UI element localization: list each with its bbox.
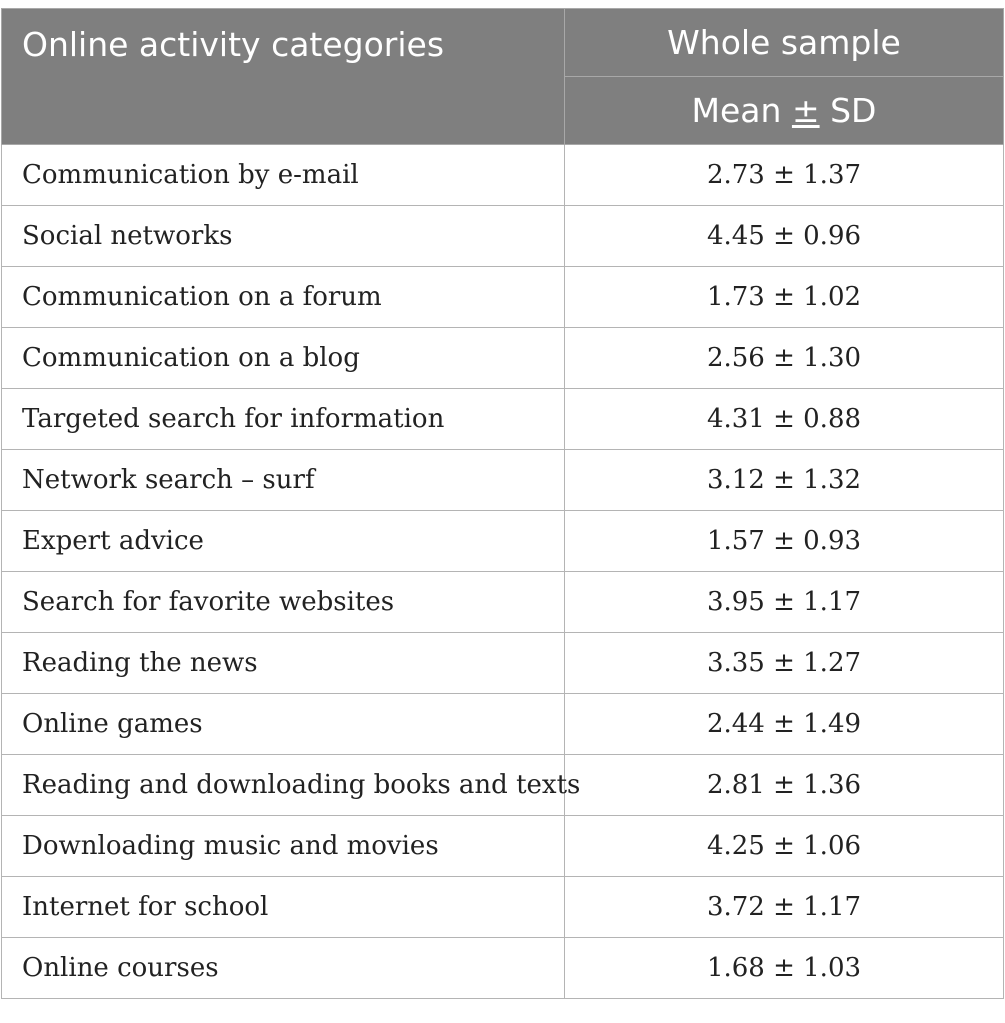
table-row: [2, 450, 1004, 511]
table-row: [2, 816, 1004, 877]
category-cell: Communication on a blog: [2, 328, 565, 389]
value-cell: 1.57 ± 0.93: [565, 511, 1004, 572]
category-cell: Downloading music and movies: [2, 816, 565, 877]
value-cell: 2.56 ± 1.30: [565, 328, 1004, 389]
value-cell: 4.45 ± 0.96: [565, 206, 1004, 267]
category-cell: Communication by e-mail: [2, 145, 565, 206]
table-row: [2, 389, 1004, 450]
header-mean-label: Mean: [691, 91, 792, 130]
category-cell: Online courses: [2, 938, 565, 999]
category-cell: Expert advice: [2, 511, 565, 572]
table-row: [2, 511, 1004, 572]
value-cell: 3.95 ± 1.17: [565, 572, 1004, 633]
category-cell: Internet for school: [2, 877, 565, 938]
value-cell: 2.73 ± 1.37: [565, 145, 1004, 206]
category-cell: Reading and downloading books and texts: [2, 755, 565, 816]
value-cell: 2.81 ± 1.36: [565, 755, 1004, 816]
value-cell: 3.72 ± 1.17: [565, 877, 1004, 938]
value-cell: 3.12 ± 1.32: [565, 450, 1004, 511]
table-row: [2, 206, 1004, 267]
category-cell: Reading the news: [2, 633, 565, 694]
table-row: [2, 755, 1004, 816]
table-row: [2, 328, 1004, 389]
category-cell: Targeted search for information: [2, 389, 565, 450]
value-cell: 1.73 ± 1.02: [565, 267, 1004, 328]
table-row: [2, 877, 1004, 938]
category-cell: Communication on a forum: [2, 267, 565, 328]
value-cell: 4.31 ± 0.88: [565, 389, 1004, 450]
value-cell: 2.44 ± 1.49: [565, 694, 1004, 755]
table-row: [2, 572, 1004, 633]
category-cell: Social networks: [2, 206, 565, 267]
category-cell: Network search – surf: [2, 450, 565, 511]
value-cell: 4.25 ± 1.06: [565, 816, 1004, 877]
table-row: [2, 633, 1004, 694]
header-pm-symbol: ±: [791, 91, 820, 130]
value-cell: 1.68 ± 1.03: [565, 938, 1004, 999]
table-row: [2, 267, 1004, 328]
header-sd-label: SD: [819, 91, 877, 130]
category-cell: Search for favorite websites: [2, 572, 565, 633]
table-header: [2, 9, 1004, 145]
table-body: [2, 145, 1004, 999]
value-cell: 3.35 ± 1.27: [565, 633, 1004, 694]
table-row: [2, 694, 1004, 755]
header-whole-sample: Whole sample: [565, 9, 1004, 77]
activity-table: [1, 8, 1004, 999]
table-row: [2, 938, 1004, 999]
header-mean-sd: [565, 77, 1004, 145]
category-cell: Online games: [2, 694, 565, 755]
header-category: Online activity categories: [2, 9, 565, 145]
table-row: [2, 145, 1004, 206]
